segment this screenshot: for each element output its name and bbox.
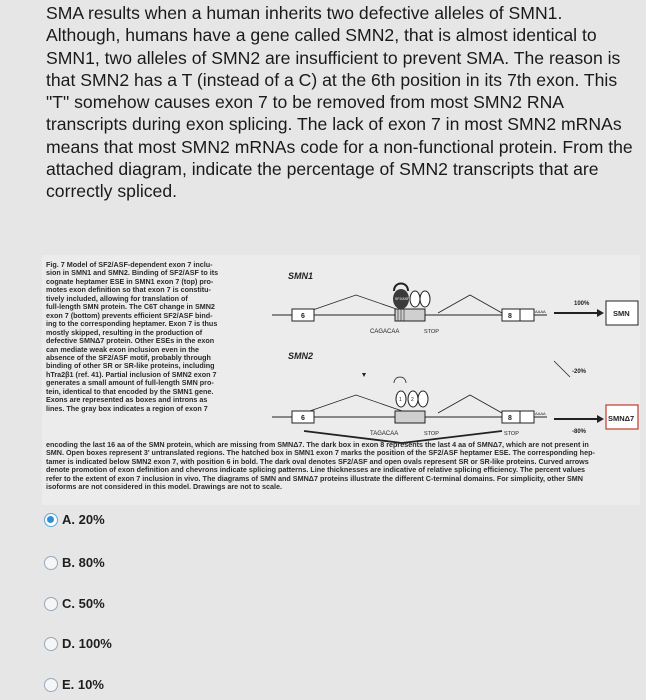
utr-box [520,411,534,423]
gene-label-smn2: SMN2 [288,351,314,361]
heptamer-top: CAGACAA [370,329,400,335]
splice-chevron [438,395,502,413]
splice-chevron [438,295,502,313]
protein-smn-delta7: SMNΔ7 [608,414,635,423]
caption-line: exon 7 (bottom) prevents efficient SF2/ASF bind- [46,310,213,320]
option-label: B. 80% [62,555,105,570]
option-e[interactable] [44,677,104,692]
arrow-head [597,415,604,423]
arrow-head [597,309,604,317]
sr-oval [410,291,420,307]
sf2asf-label: SF2/ASF [395,297,410,301]
caption-line: tively included, allowing for translation of [46,293,188,303]
caption-line: Fig. 7 Model of SF2/ASF-dependent exon 7 inclu- [46,260,213,269]
option-d[interactable] [44,636,112,651]
protein-smn: SMN [613,309,630,318]
option-label: C. 50% [62,596,105,611]
option-a[interactable] [44,512,105,527]
marker [362,373,366,377]
pct-bottom: -80% [572,429,587,435]
exon6-label: 6 [301,313,305,320]
radio-button[interactable] [44,678,58,692]
stop-label: STOP [504,431,519,437]
radio-button[interactable] [44,556,58,570]
oval-number: 1 [399,397,402,403]
caption-line: mostly skipped, resulting in the production of [46,327,203,337]
figure-caption-continued [46,441,638,492]
caption-line: generates a small amount of full-length SMN pro- [46,378,214,388]
splice-chevron [304,295,408,313]
exon7-box [395,309,425,321]
pct-mid: -20% [572,369,587,375]
caption-line: isoforms are not considered in this model. Drawings are not to scale. [46,482,283,492]
question-text: SMA results when a human inherits two defective alleles of SMN1. Although, humans have a gene called SMN2, that is almost identical to SMN1, two alleles of SMN2 are insufficient to prevent SMA. The reason is that SMN2 has a T (instead of a C) at the 6th position in its 7th exon. This "T" somehow causes exon 7 to be removed from most SMN2 RNA transcripts during exon splicing. The lack of exon 7 in most SMN2 mRNAs means that most SMN2 mRNAs code for a non-functional protein. From the attached diagram, indicate the percentage of SMN2 transcripts that are correctly spliced. [46,3,633,202]
gene-label-smn1: SMN1 [288,271,314,281]
radio-button[interactable] [44,597,58,611]
caption-line: denote promotion of exon definition and chevrons indicate splicing patterns. Line thicknesses are indicative of relative splicing efficiency. The percent values [46,465,586,475]
oval-number: 2 [411,397,414,403]
caption-line: cognate heptamer ESE in SMN1 exon 7 (top) pro- [46,276,214,286]
caption-line: SMN. Open boxes represent 3' untranslated regions. The hatched box in SMN1 exon 7 marks the position of the SF2/ASF heptamer ESE. The corresponding hep- [46,448,595,458]
caption-line: defective SMNΔ7 protein. Other ESEs in the exon [46,336,215,346]
splice-chevron [304,395,408,413]
radio-button[interactable] [44,513,58,527]
exon8-label: 8 [508,313,512,320]
option-label: A. 20% [62,512,105,527]
caption-line: refer to the extent of exon 7 inclusion in vivo. The diagrams of SMN and SMNΔ7 proteins illustrate the different C-terminal domains. For simplicity, other SMN [46,473,583,483]
caption-line: full-length SMN protein. The C6T change in SMN2 [46,302,215,312]
splicing-diagram [252,255,640,445]
caption-line: ing to the corresponding heptamer. Exon 7 is thus [46,319,218,329]
polya-label: AAAA [535,411,546,416]
utr-box [520,309,534,321]
radio-button[interactable] [44,637,58,651]
stop-label: STOP [424,329,439,335]
caption-line: absence of the SF2/ASF motif, probably through [46,352,211,362]
pct-top: 100% [574,301,590,307]
caption-line: hTra2β1 (ref. 41). Partial inclusion of SMN2 exon 7 [46,369,217,379]
option-c[interactable] [44,596,105,611]
exon7-box [395,411,425,423]
caption-line: binding of other SR or SR-like proteins, including [46,361,215,371]
caption-line: Exons are represented as boxes and introns as [46,395,208,405]
caption-line: tamer is indicated below SMN2 exon 7, with position 6 in bold. The dark oval denotes SF2/ASF and open ovals represent SR or SR-like proteins. Curved arrows [46,456,589,466]
caption-line: lines. The gray box indicates a region of exon 7 [46,403,208,413]
caption-line: tein, identical to that encoded by the SMN1 gene. [46,386,214,396]
sr-oval [418,391,428,407]
heptamer-bottom: TAGACAA [370,431,399,437]
figure-caption [46,261,258,413]
option-label: E. 10% [62,677,104,692]
promotion-arrow-weak [394,377,406,383]
caption-line: encoding the last 16 aa of the SMN protein, which are missing from SMNΔ7. The dark box in exon 8 represents the last 4 aa of SMNΔ7, which are not present in [46,440,589,449]
option-b[interactable] [44,555,105,570]
caption-line: motes exon definition so that exon 7 is constitu- [46,285,211,295]
figure [42,255,640,505]
exon6-label: 6 [301,415,305,422]
stop-label: STOP [424,431,439,437]
option-label: D. 100% [62,636,112,651]
exon8-label: 8 [508,415,512,422]
arrow-line [554,361,570,377]
caption-line: sion in SMN1 and SMN2. Binding of SF2/ASF to its [46,268,219,278]
caption-line: can mediate weak exon inclusion even in the [46,344,199,354]
polya-label: AAAA [535,309,546,314]
sr-oval [420,291,430,307]
